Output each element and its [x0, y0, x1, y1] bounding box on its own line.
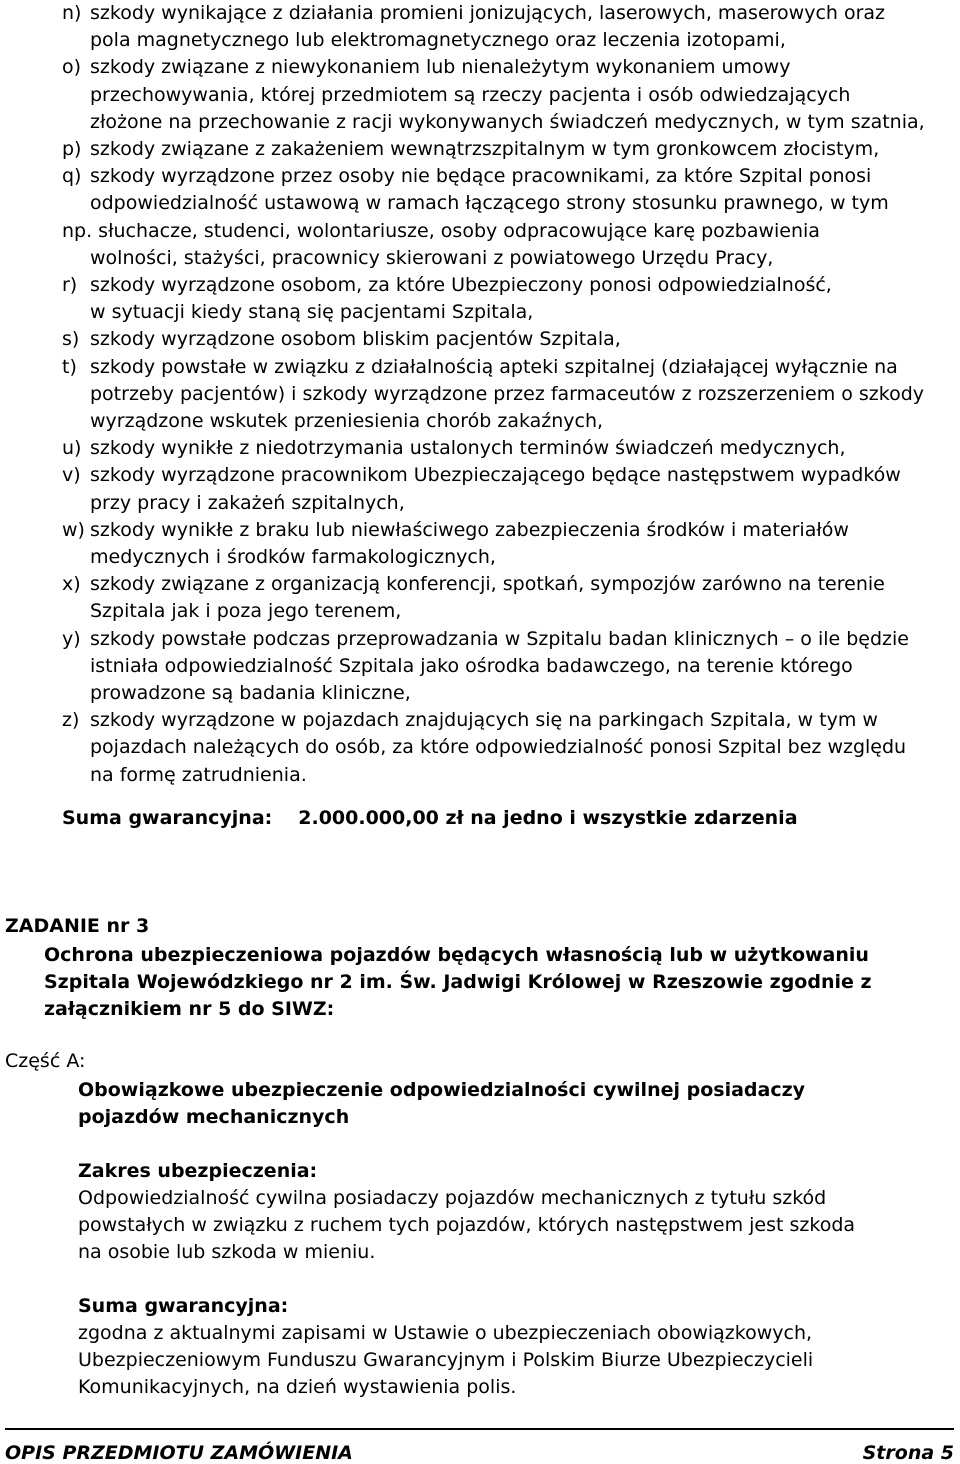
item-line: szkody wynikające z działania promieni jonizujących, laserowych, maserowych oraz: [90, 2, 886, 24]
item-line: przechowywania, której przedmiotem są rzeczy pacjenta i osób odwiedzających: [90, 83, 851, 106]
list-marker: n): [62, 2, 82, 24]
item-line: szkody powstałe w związku z działalnością apteki szpitalnej (działającej wyłącznie na: [90, 355, 898, 378]
item-line: wolności, stażyści, pracownicy skierowani z powiatowego Urzędu Pracy,: [90, 246, 774, 269]
part-label: Część A:: [5, 1050, 86, 1072]
part-sum-text-line: Komunikacyjnych, na dzień wystawienia polis.: [78, 1376, 517, 1398]
list-marker: t): [62, 355, 77, 378]
item-line: szkody powstałe podczas przeprowadzania w Szpitalu badan klinicznych – o ile będzie: [90, 627, 909, 650]
item-line: szkody wyrządzone przez osoby nie będące pracownikami, za które Szpital ponosi: [90, 165, 872, 188]
item-line: pojazdach należących do osób, za które odpowiedzialność ponosi Szpital bez względu: [90, 736, 907, 759]
item-line: pola magnetycznego lub elektromagnetycznego oraz leczenia izotopami,: [90, 29, 786, 52]
list-item: [0, 163, 960, 272]
task-description-line: Ochrona ubezpieczeniowa pojazdów będących własnością lub w użytkowaniu: [44, 944, 869, 966]
item-line: istniała odpowiedzialność Szpitala jako ośrodka badawczego, na terenie którego: [90, 654, 853, 677]
item-line: szkody wynikłe z niedotrzymania ustalonych terminów świadczeń medycznych,: [90, 437, 846, 460]
guarantee-sum-value: 2.000.000,00 zł na jedno i wszystkie zdarzenia: [298, 807, 798, 829]
list-marker: u): [62, 437, 82, 460]
item-line: wyrządzone wskutek przeniesienia chorób zakaźnych,: [90, 410, 604, 433]
list-item: [0, 626, 960, 708]
item-line: prowadzone są badania kliniczne,: [90, 682, 411, 705]
task-description-line: załącznikiem nr 5 do SIWZ:: [44, 998, 335, 1020]
list-item: [0, 462, 960, 516]
list-item: [0, 517, 960, 571]
part-sum-text: [78, 1320, 813, 1401]
item-line: szkody wyrządzone osobom bliskim pacjentów Szpitala,: [90, 328, 621, 351]
list-item: [0, 0, 960, 54]
list-marker: p): [62, 138, 82, 161]
item-line: odpowiedzialność ustawową w ramach łączącego strony stosunku prawnego, w tym: [90, 192, 889, 215]
part-sum-label: Suma gwarancyjna:: [78, 1295, 289, 1317]
task-description-line: Szpitala Wojewódzkiego nr 2 im. Św. Jadwigi Królowej w Rzeszowie zgodnie z: [44, 971, 872, 993]
item-line: potrzeby pacjentów) i szkody wyrządzone przez farmaceutów z rozszerzeniem o szkody: [90, 382, 925, 405]
list-item: [0, 707, 960, 789]
list-marker: v): [62, 464, 81, 487]
item-line: szkody związane z niewykonaniem lub nienależytym wykonaniem umowy: [90, 56, 791, 79]
list-marker: x): [62, 573, 81, 596]
task-description: [44, 942, 872, 1023]
page-number: Strona 5: [862, 1442, 954, 1464]
list-marker: y): [62, 627, 81, 650]
part-heading-line: pojazdów mechanicznych: [78, 1106, 350, 1128]
list-marker: z): [62, 709, 80, 732]
scope-text: [78, 1185, 855, 1266]
scope-text-line: powstałych w związku z ruchem tych pojazdów, których następstwem jest szkoda: [78, 1214, 856, 1236]
list-marker: o): [62, 56, 82, 79]
item-line: szkody wyrządzone w pojazdach znajdujących się na parkingach Szpitala, w tym w: [90, 709, 878, 732]
item-line: szkody związane z zakażeniem wewnątrzszpitalnym w tym gronkowcem złocistym,: [90, 138, 880, 161]
item-line: np. słuchacze, studenci, wolontariusze, osoby odpracowujące karę pozbawienia: [62, 219, 820, 242]
item-line: w sytuacji kiedy staną się pacjentami Szpitala,: [90, 301, 534, 324]
guarantee-sum: [62, 807, 798, 829]
list-item: [0, 435, 960, 462]
list-item: [0, 571, 960, 625]
list-marker: s): [62, 328, 80, 351]
footer-title: OPIS PRZEDMIOTU ZAMÓWIENIA: [5, 1442, 353, 1464]
item-line: złożone na przechowanie z racji wykonywanych świadczeń medycznych, w tym szatnia,: [90, 110, 925, 133]
scope-text-line: Odpowiedzialność cywilna posiadaczy pojazdów mechanicznych z tytułu szkód: [78, 1187, 827, 1209]
page-footer: [5, 1428, 954, 1464]
item-line: szkody wyrządzone osobom, za które Ubezpieczony ponosi odpowiedzialność,: [90, 274, 832, 297]
list-marker: q): [62, 165, 82, 188]
list-item: [0, 136, 960, 163]
part-heading: [78, 1077, 805, 1131]
part-sum-text-line: Ubezpieczeniowym Funduszu Gwarancyjnym i Polskim Biurze Ubezpieczycieli: [78, 1349, 814, 1371]
list-item: [0, 54, 960, 136]
task-title: ZADANIE nr 3: [5, 915, 150, 937]
item-line: przy pracy i zakażeń szpitalnych,: [90, 491, 405, 514]
part-heading-line: Obowiązkowe ubezpieczenie odpowiedzialności cywilnej posiadaczy: [78, 1079, 806, 1101]
item-line: szkody związane z organizacją konferencji, spotkań, sympozjów zarówno na terenie: [90, 573, 885, 596]
scope-label: Zakres ubezpieczenia:: [78, 1160, 318, 1182]
item-line: na formę zatrudnienia.: [90, 763, 307, 786]
list-marker: r): [62, 274, 78, 297]
guarantee-sum-label: Suma gwarancyjna:: [62, 807, 273, 829]
list-item: [0, 326, 960, 353]
item-line: Szpitala jak i poza jego terenem,: [90, 600, 402, 623]
list-item: [0, 272, 960, 326]
part-sum-text-line: zgodna z aktualnymi zapisami w Ustawie o ubezpieczeniach obowiązkowych,: [78, 1322, 813, 1344]
item-line: szkody wynikłe z braku lub niewłaściwego zabezpieczenia środków i materiałów: [90, 518, 849, 541]
item-line: medycznych i środków farmakologicznych,: [90, 546, 496, 569]
list-marker: w): [62, 518, 85, 541]
scope-text-line: na osobie lub szkoda w mieniu.: [78, 1241, 376, 1263]
item-line: szkody wyrządzone pracownikom Ubezpieczającego będące następstwem wypadków: [90, 464, 901, 487]
list-item: [0, 354, 960, 436]
